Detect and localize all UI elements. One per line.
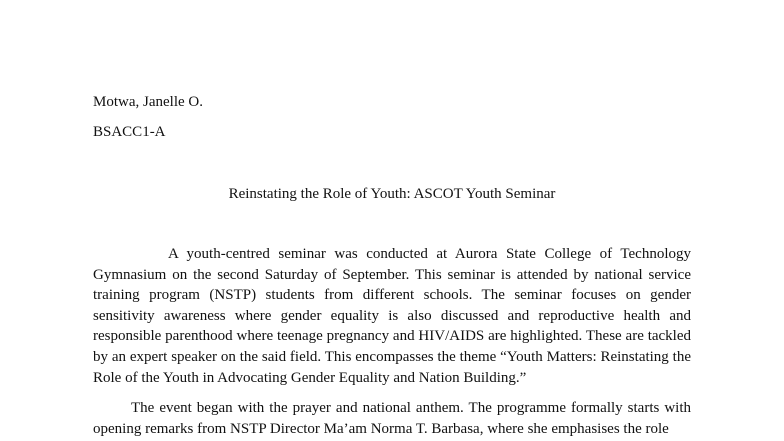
document-title: Reinstating the Role of Youth: ASCOT Youth Seminar <box>228 186 556 202</box>
body-paragraph-1: A youth-centred seminar was conducted at Aurora State College of Technology Gymnasium on the second Saturday of September. This seminar is attended by national service training program (NSTP) students from different schools. The seminar focuses on gender sensitivity awareness where gender equality is also discussed and reproductive health and responsible parenthood where teenage pregnancy and HIV/AIDS are highlighted. These are tackled by an expert speaker on the said field. This encompasses the theme “Youth Matters: Reinstating the Role of the Youth in Advocating Gender Equality and Nation Building.” <box>93 246 691 386</box>
author-name: Motwa, Janelle O. <box>93 94 203 110</box>
class-section: BSACC1-A <box>93 124 166 140</box>
body-paragraph-2: The event began with the prayer and national anthem. The programme formally starts with opening remarks from NSTP Director Ma’am Norma T. Barbasa, where she emphasises the role <box>93 400 691 437</box>
